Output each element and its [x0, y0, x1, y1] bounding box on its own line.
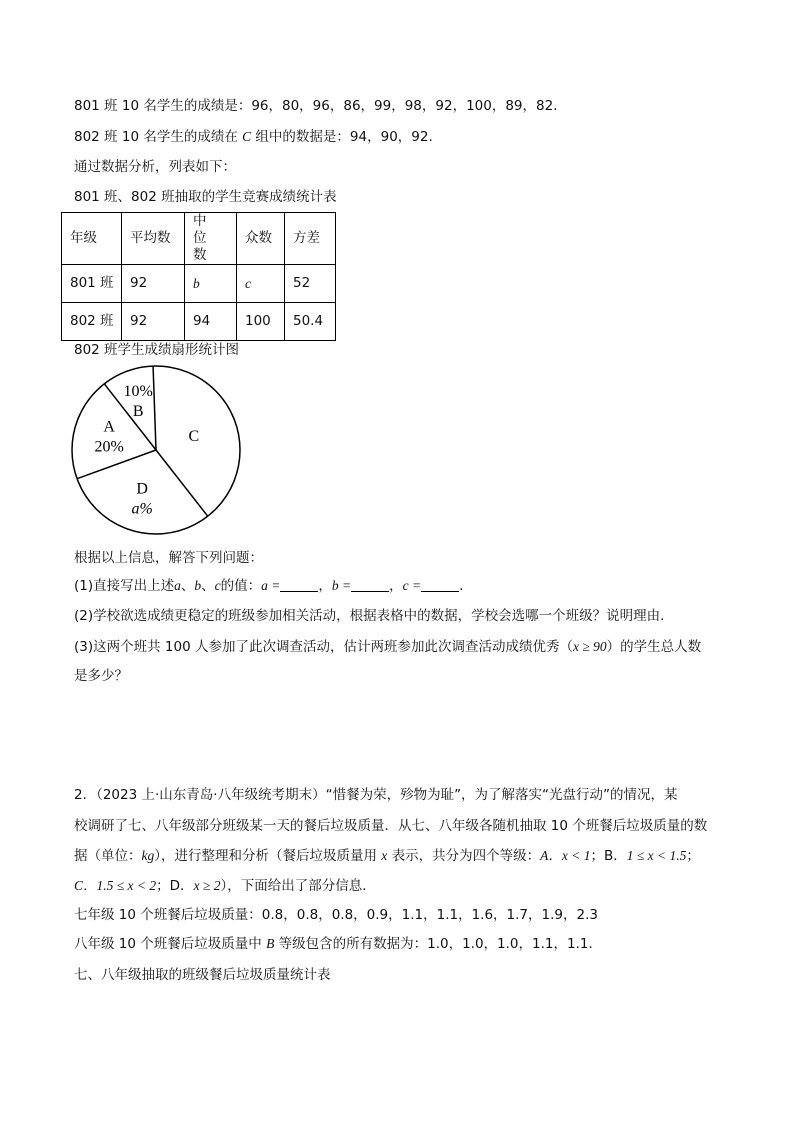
table-row: [62, 303, 336, 341]
pie-chart: [60, 364, 260, 544]
math-condition: x ≥ 2: [193, 878, 221, 893]
level-d: ；D．: [156, 878, 194, 894]
answer-label-a: a =: [261, 578, 281, 593]
slice-label-a: 20%: [94, 438, 124, 456]
question-3-cont: 是多少？: [74, 668, 128, 684]
unit: kg: [141, 848, 155, 863]
text: (3)这两个班共 100 人参加了此次调查活动，估计两班参加此次调查活动成绩优秀（: [74, 639, 573, 655]
variable: c: [214, 578, 221, 593]
math-condition: 1 ≤ x < 1.5: [626, 848, 687, 863]
math-condition: x ≥ 90: [572, 639, 607, 654]
pie-title: 802 班学生成绩扇形统计图: [74, 342, 240, 358]
math-condition: x < 1: [561, 848, 591, 863]
table-cell: 50.4: [285, 303, 336, 341]
text: ）的学生总人数: [606, 639, 702, 655]
table-title: 801 班、802 班抽取的学生竞赛成绩统计表: [74, 189, 337, 205]
question-2: (2)学校欲选成绩更稳定的班级参加相关活动，根据表格中的数据，学校会选哪一个班级？说明理由.: [74, 608, 665, 624]
variable: C: [242, 129, 252, 144]
text: 据（单位：: [74, 848, 142, 864]
table-row: [62, 265, 336, 303]
answer-label-b: b =: [331, 578, 352, 593]
text: 组中的数据是：94，90，92.: [251, 129, 433, 145]
table-header-row: [62, 213, 336, 265]
table-cell: b: [185, 265, 237, 303]
table-cell: c: [237, 265, 285, 303]
math-condition: 1.5 ≤ x < 2: [96, 878, 157, 893]
question-1: (1)直接写出上述a、b、c的值：a = ，b = ，c = .: [74, 578, 464, 594]
text: ），下面给出了部分信息．: [220, 878, 376, 894]
question-3: [74, 637, 701, 657]
text: 八年级 10 个班餐后垃圾质量中: [74, 936, 267, 952]
problem2-table-title: 七、八年级抽取的班级餐后垃圾质量统计表: [74, 967, 331, 983]
table-cell: 100: [237, 303, 285, 341]
level-b: ；B．: [590, 848, 627, 864]
text: 的值：: [220, 578, 262, 594]
variable: b: [194, 578, 202, 593]
table-header-cell: 方差: [285, 213, 336, 265]
slice-boundary-d: [156, 450, 208, 516]
text: 等级包含的所有数据为：1.0，1.0，1.0，1.1，1.1．: [274, 936, 602, 952]
variable: x: [381, 848, 388, 863]
problem2-line1: 2．（2023 上·山东青岛·八年级统考期末）“惜餐为荣，殄物为耻”，为了解落实“光盘行动”的情况，某: [74, 787, 678, 803]
table-cell: 52: [285, 265, 336, 303]
problem2-line3: [74, 846, 700, 866]
level-c: C．: [74, 878, 97, 893]
stats-table: [61, 212, 336, 341]
answer-blank-b[interactable]: [351, 577, 389, 592]
variable: a: [174, 578, 181, 593]
level-a: A．: [540, 848, 562, 863]
slice-label-b: B: [132, 403, 144, 421]
table-cell: 92: [122, 265, 185, 303]
problem2-line2: 校调研了七、八年级部分班级某一天的餐后垃圾质量．从七、八年级各随机抽取 10 个班餐后垃圾质量的数: [74, 818, 708, 834]
text: ；: [686, 848, 700, 864]
text: ），进行整理和分析（餐后垃圾质量用: [154, 848, 382, 864]
grade8-data: [74, 934, 602, 954]
table-header-cell: 众数: [237, 213, 285, 265]
table-cell: 94: [185, 303, 237, 341]
variable: B: [266, 936, 275, 951]
slice-label-c: C: [188, 428, 200, 446]
table-cell: 92: [122, 303, 185, 341]
table-cell: 801 班: [62, 265, 122, 303]
answer-label-c: c =: [402, 578, 422, 593]
table-cell: 802 班: [62, 303, 122, 341]
slice-label-b: 10%: [123, 383, 153, 401]
table-header-cell: 中位数: [185, 213, 237, 265]
questions-intro: 根据以上信息，解答下列问题：: [74, 550, 263, 566]
slice-boundary-c: [153, 366, 156, 450]
text: (1)直接写出上述: [74, 578, 175, 594]
grade7-data: 七年级 10 个班餐后垃圾质量：0.8，0.8，0.8，0.9，1.1，1.1，1.6，1.7，1.9，2.3: [74, 907, 598, 923]
slice-label-a: A: [103, 418, 115, 436]
text: 表示，共分为四个等级：: [387, 848, 541, 864]
analysis-intro: 通过数据分析，列表如下：: [74, 159, 236, 175]
score-list-801: 801 班 10 名学生的成绩是：96，80，96，86，99，98，92，100，89，82.: [74, 98, 558, 114]
problem2-line4: [74, 876, 376, 896]
slice-label-d: D: [136, 480, 148, 498]
table-header-cell: 平均数: [122, 213, 185, 265]
table-header-cell: 年级: [62, 213, 122, 265]
answer-blank-a[interactable]: [280, 577, 318, 592]
score-list-802: [74, 127, 433, 147]
text: 802 班 10 名学生的成绩在: [74, 129, 243, 145]
answer-blank-c[interactable]: [421, 577, 459, 592]
slice-label-d: a%: [131, 500, 153, 518]
